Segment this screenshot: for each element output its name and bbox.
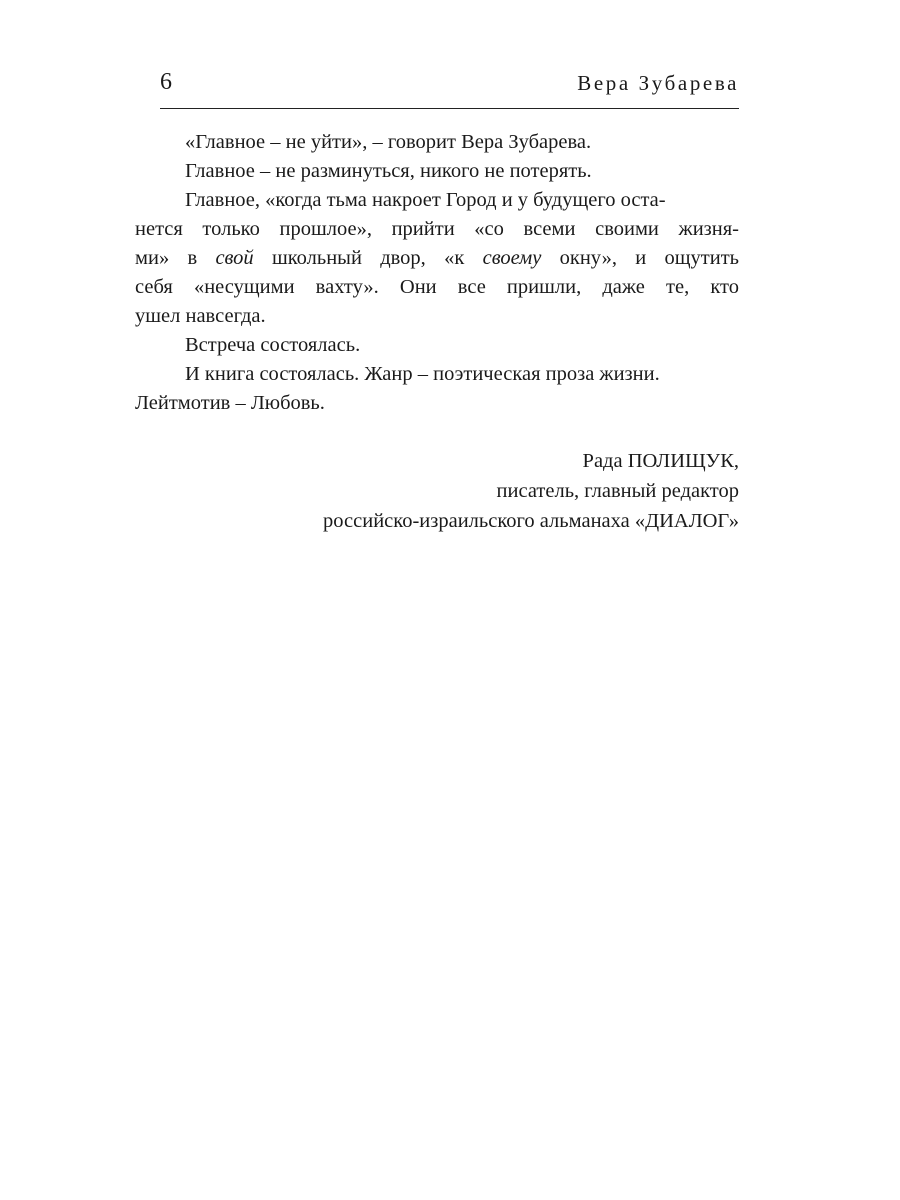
page-number: 6 xyxy=(160,69,172,95)
paragraph-3-line-2: нется только прошлое», прийти «со всеми своими жизня- xyxy=(135,218,739,240)
running-head-author: Вера Зубарева xyxy=(577,71,739,95)
paragraph-2: Главное – не разминуться, никого не потерять. xyxy=(185,160,592,182)
signature-block xyxy=(179,446,739,536)
paragraph-4: Встреча состоялась. xyxy=(185,334,361,356)
signature-name: Рада ПОЛИЩУК, xyxy=(582,450,739,472)
page-header xyxy=(160,60,739,109)
paragraph-5 xyxy=(135,360,739,418)
emphasis-svoemu: своему xyxy=(482,247,542,269)
signature-title-line-1: писатель, главный редактор xyxy=(496,480,739,502)
paragraph-3-line-3-mid: школьный двор, «к xyxy=(253,247,483,269)
paragraph-5-line-2: Лейтмотив – Любовь. xyxy=(135,392,325,414)
paragraph-3-line-1: Главное, «когда тьма накроет Город и у будущего оста- xyxy=(185,189,666,211)
body-text xyxy=(135,128,739,418)
emphasis-svoy: свой xyxy=(215,247,254,269)
paragraph-3-line-3-end: окну», и ощутить xyxy=(541,247,739,269)
paragraph-3-line-3-start: ми» в xyxy=(135,247,216,269)
paragraph-3-line-4: себя «несущими вахту». Они все пришли, даже те, кто xyxy=(135,276,739,298)
paragraph-5-line-1: И книга состоялась. Жанр – поэтическая проза жизни. xyxy=(185,363,660,385)
paragraph-1: «Главное – не уйти», – говорит Вера Зубарева. xyxy=(185,131,592,153)
paragraph-3-line-3 xyxy=(135,244,739,273)
paragraph-3-line-5: ушел навсегда. xyxy=(135,305,266,327)
paragraph-3 xyxy=(135,186,739,331)
signature-title-line-2: российско-израильского альманаха «ДИАЛОГ» xyxy=(323,510,739,532)
